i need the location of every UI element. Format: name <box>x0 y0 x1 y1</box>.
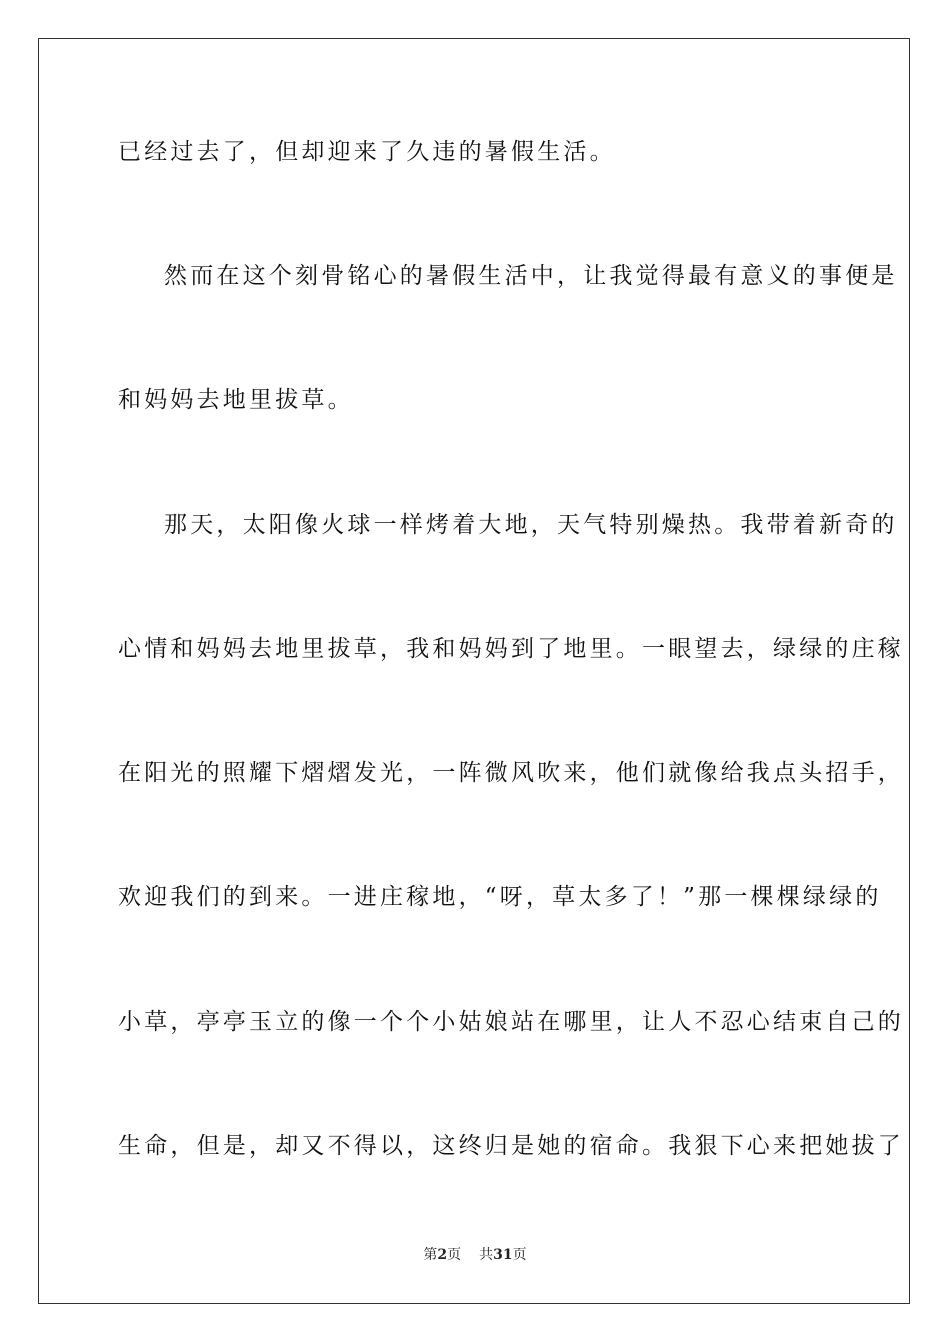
page-prefix: 第 <box>423 1247 438 1263</box>
text-line-4: 那天，太阳像火球一样烤着大地，天气特别燥热。我带着新奇的 <box>164 512 898 538</box>
text-line-3: 和妈妈去地里拔草。 <box>118 387 354 413</box>
page-border <box>38 38 910 1304</box>
page-number: 2 <box>437 1247 448 1263</box>
total-pages: 31 <box>493 1247 513 1263</box>
text-line-5: 心情和妈妈去地里拔草，我和妈妈到了地里。一眼望去，绿绿的庄稼 <box>118 636 904 662</box>
text-line-9: 生命，但是，却又不得以，这终归是她的宿命。我狠下心来把她拔了 <box>118 1133 904 1159</box>
text-line-6: 在阳光的照耀下熠熠发光，一阵微风吹来，他们就像给我点头招手， <box>118 760 904 786</box>
page-footer <box>0 1246 950 1264</box>
total-suffix: 页 <box>512 1247 527 1263</box>
text-line-2: 然而在这个刻骨铭心的暑假生活中，让我觉得最有意义的事便是 <box>164 263 898 289</box>
text-line-8: 小草，亭亭玉立的像一个个小姑娘站在哪里，让人不忍心结束自己的 <box>118 1009 904 1035</box>
page-suffix: 页 <box>447 1247 462 1263</box>
text-line-1: 已经过去了，但却迎来了久违的暑假生活。 <box>118 139 616 165</box>
text-line-7: 欢迎我们的到来。一进庄稼地，“呀，草太多了！”那一棵棵绿绿的 <box>118 884 882 910</box>
total-prefix: 共 <box>479 1247 494 1263</box>
